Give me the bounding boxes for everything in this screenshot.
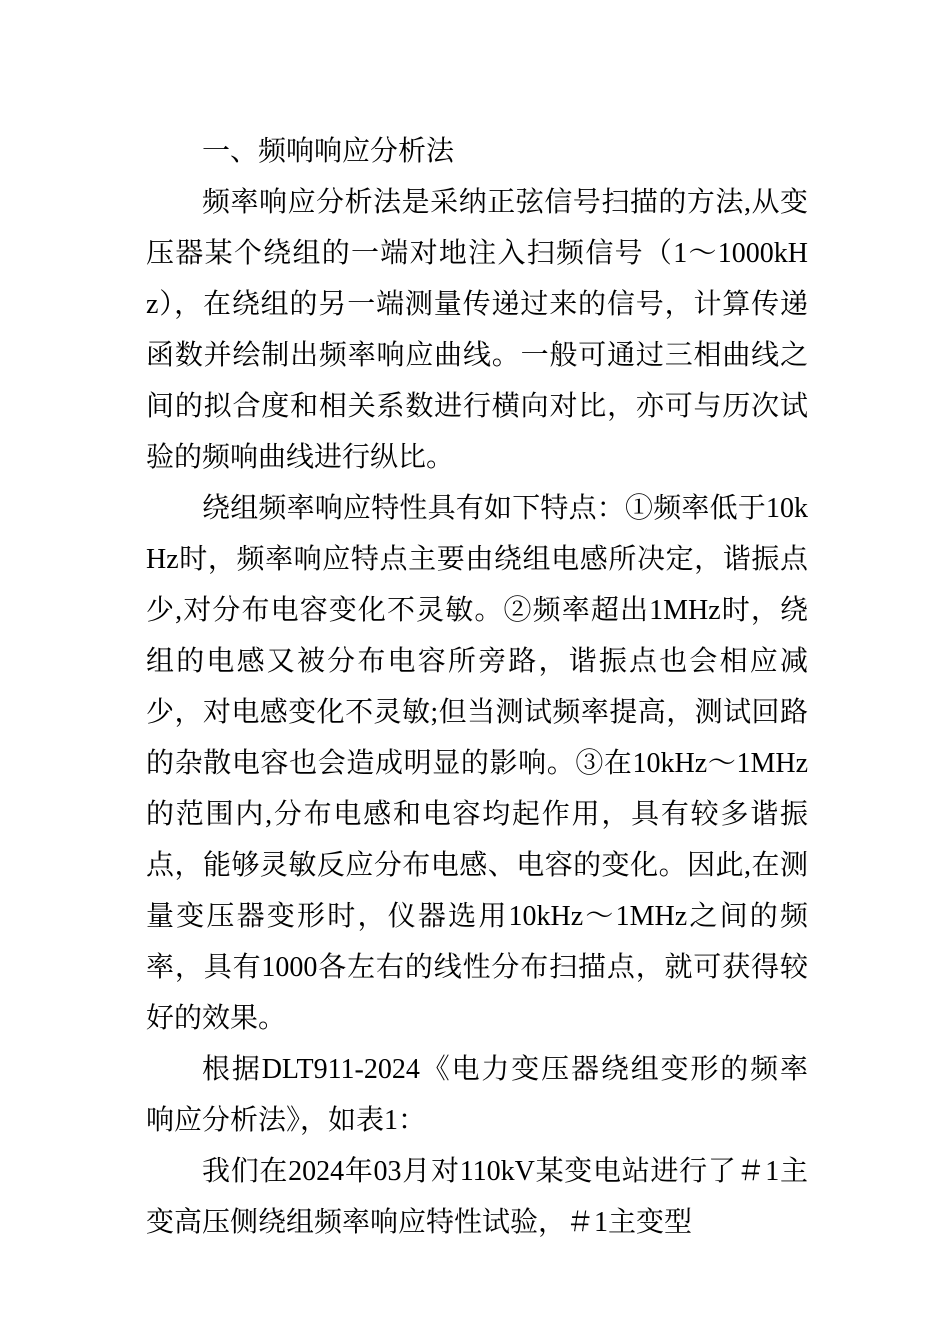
document-body: [146, 126, 808, 1248]
paragraph-method-description: 频率响应分析法是采纳正弦信号扫描的方法,从变压器某个绕组的一端对地注入扫频信号（1～1000kHz），在绕组的另一端测量传递过来的信号，计算传递函数并绘制出频率响应曲线。一般可通过三相曲线之间的拟合度和相关系数进行横向对比，亦可与历次试验的频响曲线进行纵比。: [146, 187, 808, 473]
section-heading: 一、频响响应分析法: [202, 136, 455, 167]
paragraph-test-record: 我们在2024年03月对110kV某变电站进行了＃1主变高压侧绕组频率响应特性试验，＃1主变型: [146, 1156, 808, 1238]
paragraph-standard-reference: 根据DLT911-2024《电力变压器绕组变形的频率响应分析法》，如表1：: [146, 1054, 808, 1136]
paragraph-winding-characteristics: 绕组频率响应特性具有如下特点：①频率低于10kHz时，频率响应特点主要由绕组电感所决定，谐振点少,对分布电容变化不灵敏。②频率超出1MHz时，绕组的电感又被分布电容所旁路，谐振点也会相应减少，对电感变化不灵敏;但当测试频率提高，测试回路的杂散电容也会造成明显的影响。③在10kHz～1MHz的范围内,分布电感和电容均起作用，具有较多谐振点，能够灵敏反应分布电感、电容的变化。因此,在测量变压器变形时，仪器选用10kHz～1MHz之间的频率，具有1000各左右的线性分布扫描点，就可获得较好的效果。: [146, 493, 808, 1034]
